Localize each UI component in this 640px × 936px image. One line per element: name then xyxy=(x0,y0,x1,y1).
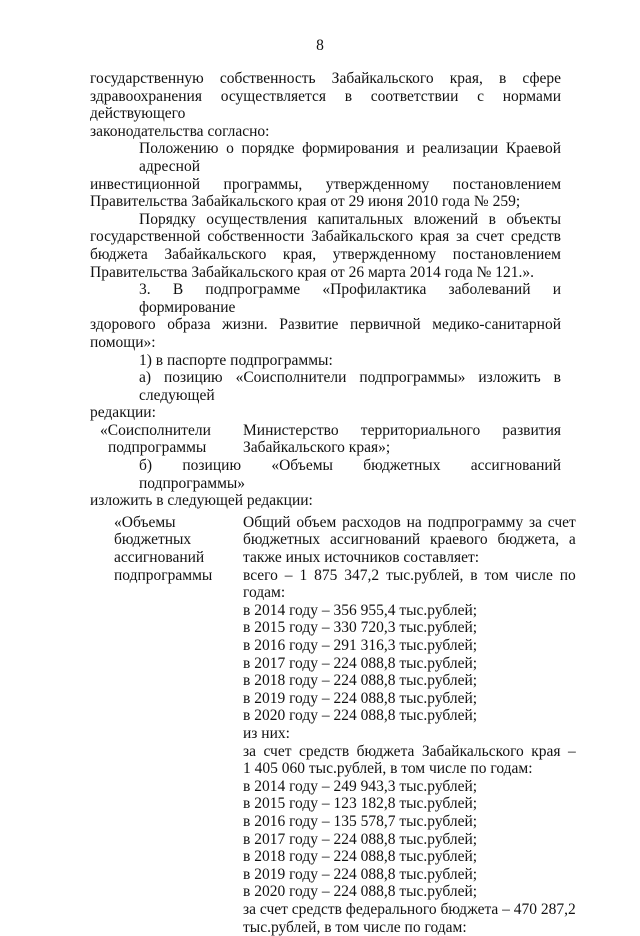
text-line: законодательства согласно: xyxy=(90,123,561,141)
text-line: тыс.рублей, в том числе по годам: xyxy=(243,919,576,936)
text-line: 1 405 060 тыс.рублей, в том числе по годам: xyxy=(243,760,576,778)
budget-line-2017: в 2017 году – 224 088,8 тыс.рублей; xyxy=(243,655,576,673)
text-line: 3. В подпрограмме «Профилактика заболеваний и формирование xyxy=(90,281,561,316)
text-line: редакции: xyxy=(90,404,561,422)
text-line: бюджета Забайкальского края, утвержденному постановлением xyxy=(90,246,561,264)
document-body xyxy=(90,70,561,936)
text-line: подпрограммы xyxy=(100,439,243,457)
table-left-cell xyxy=(100,422,243,457)
text-line: подпрограммы xyxy=(114,567,243,585)
text-line: из них: xyxy=(243,725,576,743)
soispolniteli-table xyxy=(100,422,561,457)
regional-budget-line-2014: в 2014 году – 249 943,3 тыс.рублей; xyxy=(243,778,576,796)
regional-budget-line-2018: в 2018 году – 224 088,8 тыс.рублей; xyxy=(243,848,576,866)
text-line: Порядку осуществления капитальных вложений в объекты xyxy=(90,211,561,229)
text-line: здравоохранения осуществляется в соответствии с нормами действующего xyxy=(90,88,561,123)
regional-budget-line-2016: в 2016 году – 135 578,7 тыс.рублей; xyxy=(243,813,576,831)
text-line: годам: xyxy=(243,584,576,602)
text-line: помощи»: xyxy=(90,334,561,352)
page-number: 8 xyxy=(0,37,640,55)
intro-paragraph xyxy=(90,70,561,140)
budget-line-2020: в 2020 году – 224 088,8 тыс.рублей; xyxy=(243,707,576,725)
item-3-paragraph xyxy=(90,281,561,351)
text-line: Положению о порядке формирования и реализации Краевой адресной xyxy=(90,140,561,175)
table-right-cell xyxy=(243,422,561,457)
table-left-cell xyxy=(114,514,243,936)
regional-budget-line-2015: в 2015 году – 123 182,8 тыс.рублей; xyxy=(243,795,576,813)
table-right-cell xyxy=(243,514,576,936)
text-line: б) позицию «Объемы бюджетных ассигнований подпрограммы» xyxy=(90,457,561,492)
text-line: Общий объем расходов на подпрограмму за счет xyxy=(243,514,576,532)
obemy-table xyxy=(114,514,561,936)
text-line: государственную собственность Забайкальского края, в сфере xyxy=(90,70,561,88)
text-line: государственной собственности Забайкальского края за счет средств xyxy=(90,228,561,246)
budget-line-2019: в 2019 году – 224 088,8 тыс.рублей; xyxy=(243,690,576,708)
text-line: за счет средств бюджета Забайкальского края – xyxy=(243,743,576,761)
text-line: Забайкальского края»; xyxy=(243,439,561,457)
text-line: ассигнований xyxy=(114,549,243,567)
text-line: Правительства Забайкальского края от 26 марта 2014 года № 121.». xyxy=(90,264,561,282)
text-line: «Объемы xyxy=(114,514,243,532)
text-line: всего – 1 875 347,2 тыс.рублей, в том числе по xyxy=(243,567,576,585)
budget-line-2015: в 2015 году – 330 720,3 тыс.рублей; xyxy=(243,619,576,637)
text-line: Министерство территориального развития xyxy=(243,422,561,440)
text-line: бюджетных ассигнований краевого бюджета, а xyxy=(243,531,576,549)
item-1-paragraph: 1) в паспорте подпрограммы: xyxy=(90,352,561,370)
budget-line-2018: в 2018 году – 224 088,8 тыс.рублей; xyxy=(243,672,576,690)
text-line: «Соисполнители xyxy=(100,422,243,440)
text-line: здорового образа жизни. Развитие первичной медико-санитарной xyxy=(90,316,561,334)
text-line: инвестиционной программы, утвержденному постановлением xyxy=(90,176,561,194)
text-line: бюджетных xyxy=(114,531,243,549)
budget-line-2016: в 2016 году – 291 316,3 тыс.рублей; xyxy=(243,637,576,655)
text-line: а) позицию «Соисполнители подпрограммы» изложить в следующей xyxy=(90,369,561,404)
text-line: изложить в следующей редакции: xyxy=(90,492,561,510)
regional-budget-line-2020: в 2020 году – 224 088,8 тыс.рублей; xyxy=(243,883,576,901)
budget-line-2014: в 2014 году – 356 955,4 тыс.рублей; xyxy=(243,602,576,620)
text-line: также иных источников составляет: xyxy=(243,549,576,567)
regional-budget-line-2019: в 2019 году – 224 088,8 тыс.рублей; xyxy=(243,866,576,884)
text-line: за счет средств федерального бюджета – 470 287,2 xyxy=(243,901,576,919)
poryadok-paragraph xyxy=(90,211,561,281)
text-line: Правительства Забайкальского края от 29 июня 2010 года № 259; xyxy=(90,193,561,211)
item-b-paragraph xyxy=(90,457,561,510)
item-a-paragraph xyxy=(90,369,561,422)
polozhenie-paragraph xyxy=(90,140,561,210)
regional-budget-line-2017: в 2017 году – 224 088,8 тыс.рублей; xyxy=(243,831,576,849)
